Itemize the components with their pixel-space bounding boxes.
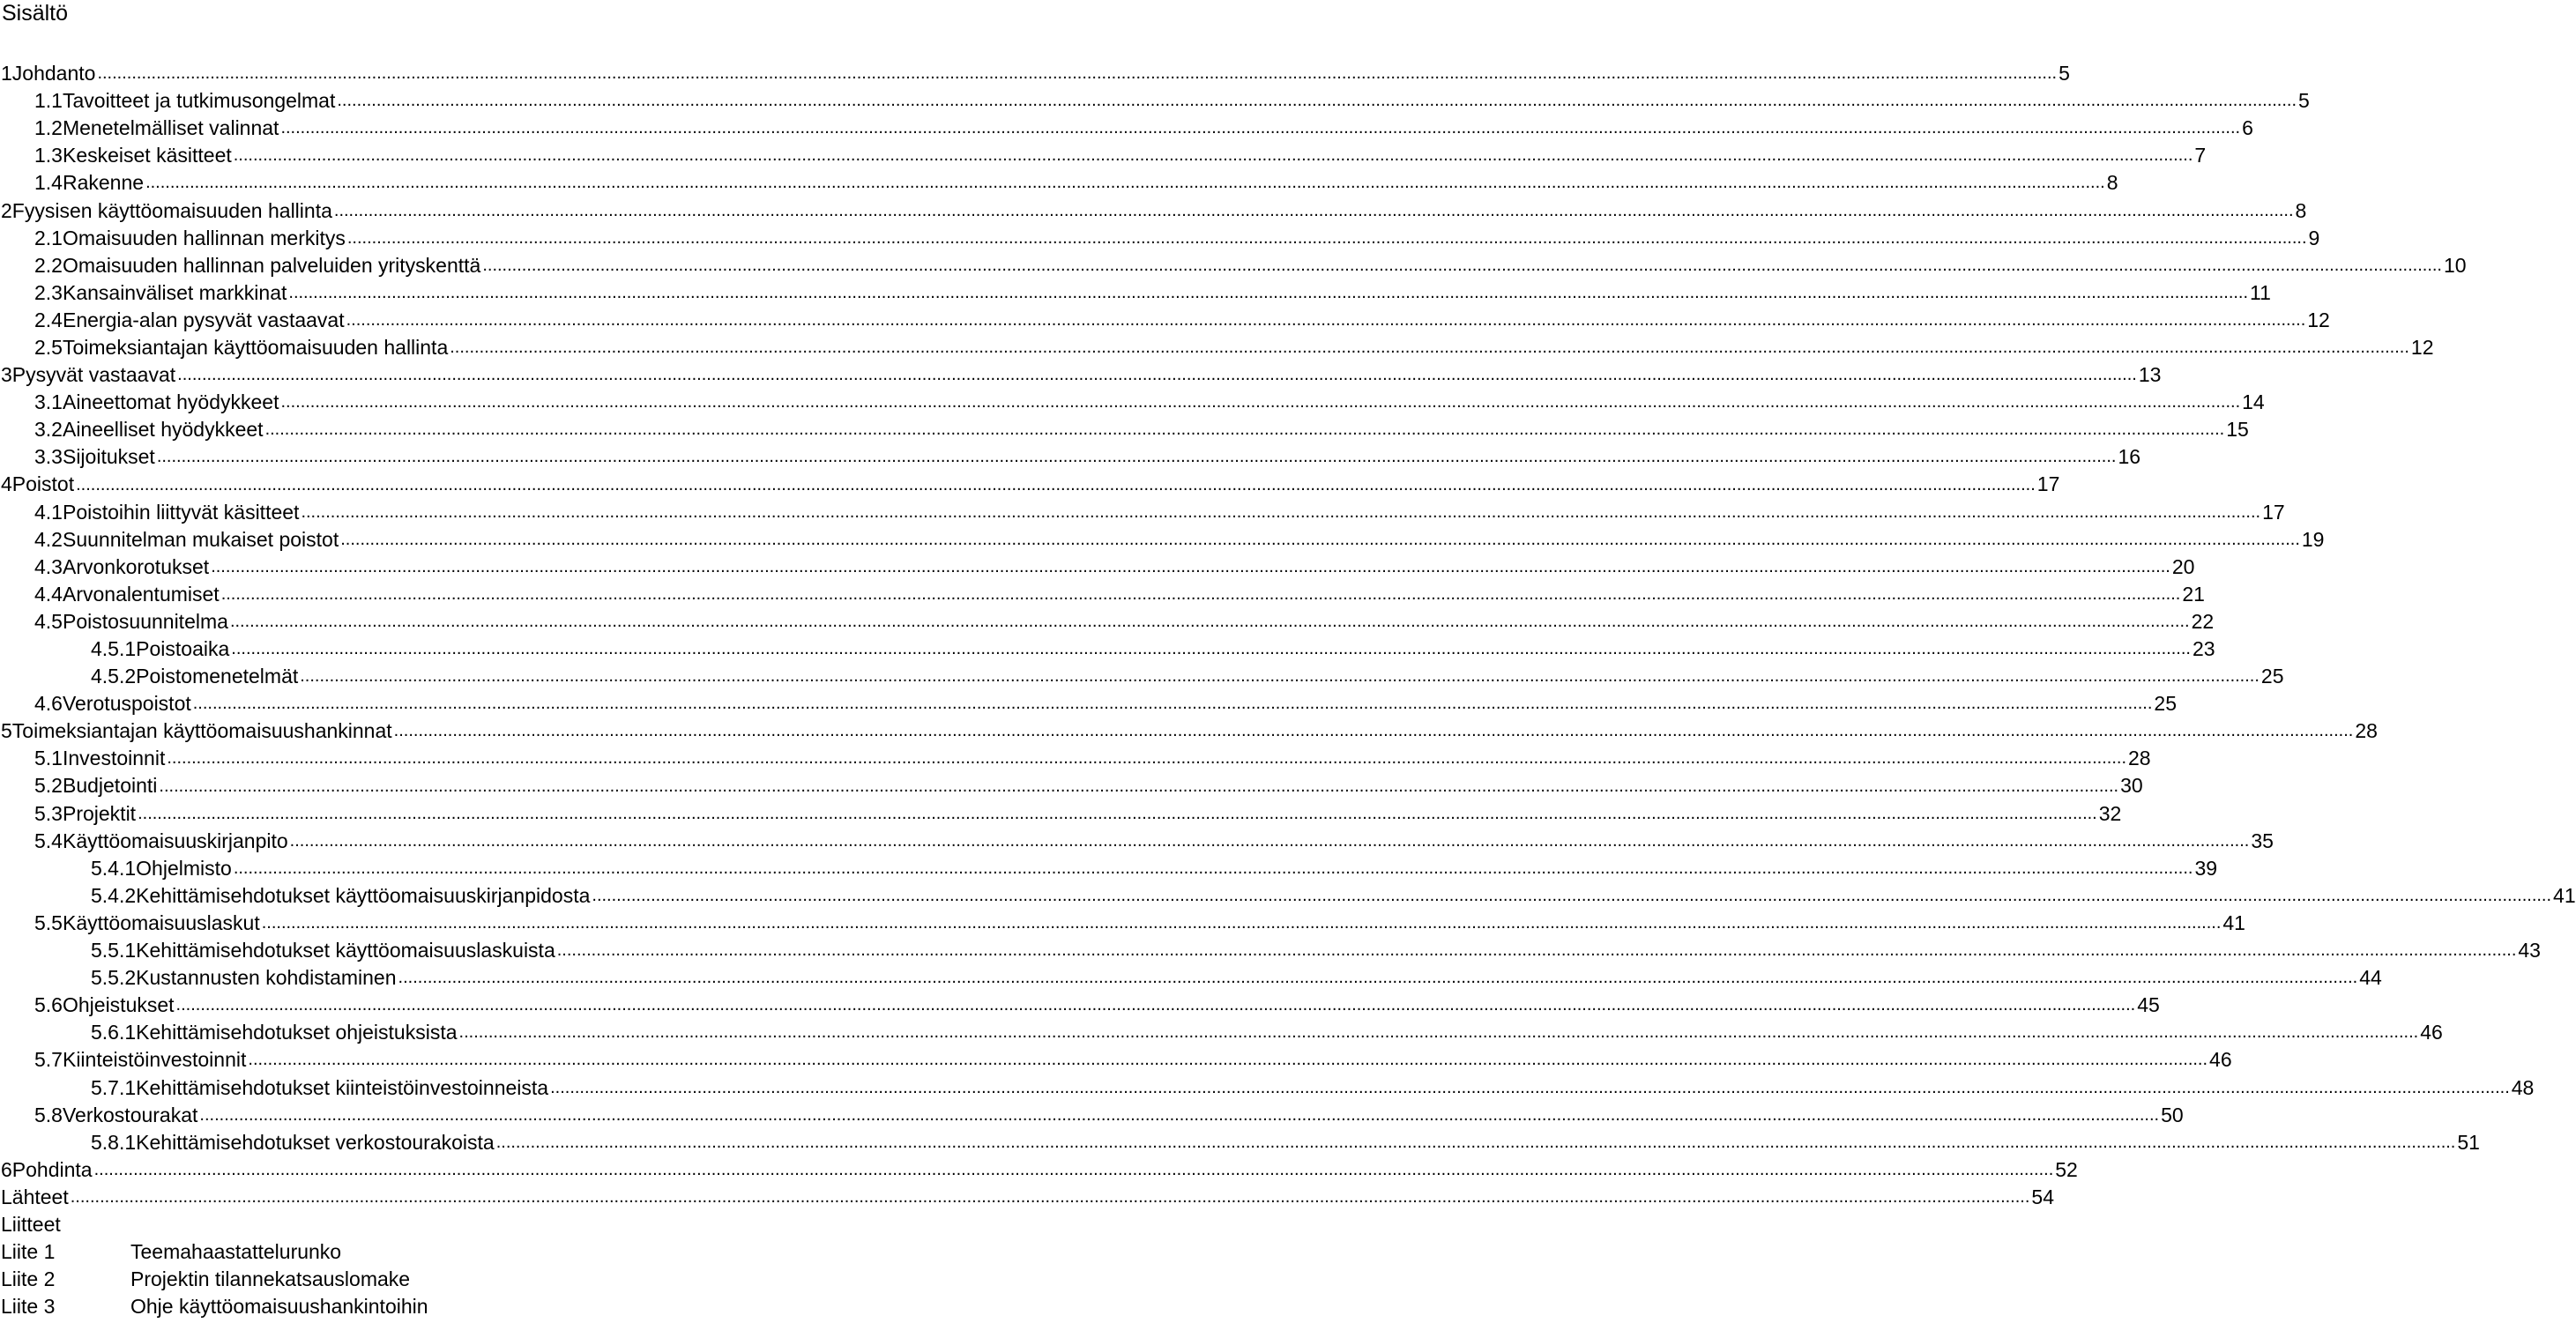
toc-entry-number: 2.5 [34, 335, 63, 359]
toc-entry-number: 1.4 [34, 171, 63, 195]
toc-entry-title[interactable]: Aineettomat hyödykkeet [62, 390, 279, 414]
toc-entry-page: 15 [2226, 418, 2249, 442]
appendix-item [0, 1293, 843, 1320]
toc-entry-page: 28 [2355, 719, 2378, 743]
toc-entry-number: 4.1 [34, 500, 63, 524]
toc-entry-title[interactable]: Kiinteistöinvestoinnit [62, 1048, 247, 1072]
toc-entry-page: 48 [2511, 1075, 2535, 1099]
toc-entry-title[interactable]: Kehittämisehdotukset kiinteistöinvestoinneista [136, 1075, 549, 1099]
toc-entry-page: 28 [2128, 747, 2151, 770]
toc-entry[interactable] [0, 1156, 2078, 1184]
toc-entry[interactable] [0, 225, 2320, 252]
toc-entry-title[interactable]: Fyysisen käyttöomaisuuden hallinta [11, 198, 332, 222]
toc-entry-page: 43 [2518, 939, 2541, 963]
toc-entry[interactable] [0, 416, 2249, 443]
toc-entry-number: 5.1 [34, 747, 63, 770]
dot-leader: ................................................................................................................................................................................................................................................................................................................................................................................................................ [97, 63, 2058, 84]
toc-entry-title[interactable]: Projektit [62, 801, 137, 825]
toc-entry-number: 4.3 [34, 554, 63, 578]
toc-entries [0, 60, 2576, 1211]
appendix-label: Liite 3 [1, 1295, 56, 1319]
toc-entry-title[interactable]: Omaisuuden hallinnan merkitys [62, 226, 346, 249]
toc-entry[interactable] [0, 882, 2576, 910]
toc-entry[interactable] [0, 169, 2118, 197]
dot-leader: ................................................................................................................................................................................................................................................................................................................................................................................................................ [167, 748, 2126, 769]
toc-entry[interactable] [0, 279, 2271, 307]
toc-entry-page: 21 [2182, 582, 2205, 606]
toc-entry-page: 44 [2359, 966, 2382, 990]
toc-entry-number: 5.5.1 [91, 939, 137, 963]
toc-entry-page: 17 [2036, 472, 2060, 496]
toc-entry-page: 19 [2301, 527, 2325, 551]
toc-entry-number: 4.5 [34, 609, 63, 633]
toc-entry[interactable] [0, 526, 2325, 554]
toc-entry-number: 4.5.2 [91, 665, 137, 688]
toc-entry[interactable] [0, 361, 2162, 389]
toc-entry-number: 3.2 [34, 418, 63, 442]
dot-leader: ................................................................................................................................................................................................................................................................................................................................................................................................................ [159, 776, 2119, 796]
toc-entry-title[interactable]: Poistosuunnitelma [62, 609, 228, 633]
toc-entry[interactable] [0, 690, 2177, 717]
dot-leader: ................................................................................................................................................................................................................................................................................................................................................................................................................ [346, 309, 2306, 330]
toc-entry-title[interactable]: Kustannusten kohdistaminen [136, 966, 397, 990]
toc-entry-page: 39 [2194, 856, 2218, 880]
toc-entry-page: 13 [2138, 363, 2162, 387]
toc-entry-title[interactable]: Pysyvät vastaavat [11, 363, 176, 387]
toc-entry[interactable] [0, 992, 2160, 1019]
toc-entry-number: 4.6 [34, 692, 63, 716]
toc-entry[interactable] [0, 1184, 2054, 1211]
toc-entry-number: 5.7.1 [91, 1075, 137, 1099]
toc-entry[interactable] [0, 115, 2253, 142]
toc-entry-page: 20 [2171, 554, 2195, 578]
toc-entry-number: 1.2 [34, 116, 63, 140]
appendices-heading-label: Liitteet [1, 1212, 61, 1236]
appendix-item [0, 1266, 843, 1293]
toc-entry[interactable] [0, 554, 2195, 581]
dot-leader: ................................................................................................................................................................................................................................................................................................................................................................................................................ [280, 392, 2241, 413]
toc-entry-number: 5.6.1 [91, 1021, 137, 1044]
dot-leader: ................................................................................................................................................................................................................................................................................................................................................................................................................ [138, 803, 2097, 823]
dot-leader: ................................................................................................................................................................................................................................................................................................................................................................................................................ [192, 694, 2153, 714]
toc-entry[interactable] [0, 745, 2151, 772]
toc-entry-page: 32 [2098, 801, 2122, 825]
toc-entry-page: 17 [2262, 500, 2285, 524]
toc-entry-title[interactable]: Poistoaika [136, 637, 230, 661]
toc-entry-page: 52 [2055, 1157, 2078, 1181]
dot-leader: ................................................................................................................................................................................................................................................................................................................................................................................................................ [175, 995, 2136, 1015]
toc-entry-number: 5.4.1 [91, 856, 137, 880]
dot-leader: ................................................................................................................................................................................................................................................................................................................................................................................................................ [156, 447, 2117, 467]
toc-entry-number: 5.8.1 [91, 1130, 137, 1154]
toc-entry[interactable] [0, 1046, 2232, 1074]
dot-leader: ................................................................................................................................................................................................................................................................................................................................................................................................................ [199, 1104, 2160, 1125]
toc-entry-number: 3.3 [34, 445, 63, 469]
toc-entry-number: 2.1 [34, 226, 63, 249]
toc-entry-page: 51 [2457, 1130, 2480, 1154]
toc-entry-number: 1 [1, 62, 12, 85]
toc-entry-page: 9 [2308, 226, 2320, 249]
dot-leader: ................................................................................................................................................................................................................................................................................................................................................................................................................ [93, 1159, 2054, 1179]
toc-entry-title[interactable]: Aineelliset hyödykkeet [62, 418, 264, 442]
toc-entry-page: 25 [2260, 665, 2284, 688]
toc-entry-number: 2.2 [34, 253, 63, 277]
toc-entry-title[interactable]: Budjetointi [62, 774, 158, 798]
dot-leader: ................................................................................................................................................................................................................................................................................................................................................................................................................ [393, 721, 2354, 741]
toc-entry-number: 3.1 [34, 390, 63, 414]
toc-entry-page: 14 [2242, 390, 2265, 414]
toc-entry-title[interactable]: Verkostourakat [62, 1103, 198, 1126]
appendix-list [0, 1238, 843, 1320]
toc-entry-title[interactable]: Menetelmälliset valinnat [62, 116, 279, 140]
toc-entry-number: 1.3 [34, 144, 63, 167]
appendices-heading [0, 1211, 843, 1238]
toc-entry-page: 8 [2106, 171, 2118, 195]
toc-entry-title[interactable]: Arvonalentumiset [62, 582, 220, 606]
appendix-title: Teemahaastattelurunko [130, 1240, 342, 1264]
dot-leader: ................................................................................................................................................................................................................................................................................................................................................................................................................ [398, 968, 2358, 988]
dot-leader: ................................................................................................................................................................................................................................................................................................................................................................................................................ [337, 91, 2297, 111]
toc-entry-page: 46 [2420, 1021, 2443, 1044]
toc-entry[interactable] [0, 499, 2285, 526]
dot-leader: ................................................................................................................................................................................................................................................................................................................................................................................................................ [233, 858, 2193, 878]
toc-entry-title[interactable]: Tavoitteet ja tutkimusongelmat [62, 89, 336, 113]
toc-entry[interactable] [0, 800, 2122, 828]
toc-entry-page: 7 [2194, 144, 2207, 167]
toc-entry-title[interactable]: Johdanto [11, 62, 96, 85]
toc-entry-page: 12 [2307, 308, 2330, 331]
toc-entry[interactable] [0, 307, 2330, 334]
toc-entry-title[interactable]: Sijoitukset [62, 445, 155, 469]
toc-entry-page: 23 [2192, 637, 2215, 661]
toc-entry[interactable] [0, 197, 2307, 224]
toc-entry-number: 5.3 [34, 801, 63, 825]
toc-entry-page: 12 [2410, 335, 2434, 359]
toc-entry-title[interactable]: Käyttöomaisuuskirjanpito [62, 829, 288, 852]
toc-entry-page: 50 [2161, 1103, 2184, 1126]
toc-entry-title[interactable]: Poistomenetelmät [136, 665, 299, 688]
toc-entry-number: 5 [1, 719, 12, 743]
toc-entry[interactable] [0, 1102, 2184, 1129]
dot-leader: ................................................................................................................................................................................................................................................................................................................................................................................................................ [300, 666, 2260, 687]
toc-entry-number: 5.4 [34, 829, 63, 852]
toc-entry-title[interactable]: Poistot [11, 472, 75, 496]
dot-leader: ................................................................................................................................................................................................................................................................................................................................................................................................................ [220, 583, 2181, 604]
appendix-title: Ohje käyttöomaisuushankintoihin [130, 1295, 428, 1319]
toc-entry-title[interactable]: Suunnitelman mukaiset poistot [62, 527, 339, 551]
toc-entry[interactable] [0, 142, 2207, 169]
toc-entry[interactable] [0, 334, 2434, 361]
toc-entry-page: 5 [2298, 89, 2310, 113]
dot-leader: ................................................................................................................................................................................................................................................................................................................................................................................................................ [261, 913, 2222, 933]
appendix-title: Projektin tilannekatsauslomake [130, 1267, 411, 1291]
dot-leader: ................................................................................................................................................................................................................................................................................................................................................................................................................ [211, 556, 2170, 576]
toc-entry-number: 2 [1, 198, 12, 222]
toc-entry[interactable] [0, 717, 2378, 745]
toc-entry[interactable] [0, 87, 2310, 115]
toc-entry-title[interactable]: Pohdinta [11, 1157, 93, 1181]
dot-leader: ................................................................................................................................................................................................................................................................................................................................................................................................................ [264, 420, 2225, 440]
toc-entry-title[interactable]: Rakenne [62, 171, 145, 195]
dot-leader: ................................................................................................................................................................................................................................................................................................................................................................................................................ [288, 282, 2249, 302]
dot-leader: ................................................................................................................................................................................................................................................................................................................................................................................................................ [289, 830, 2250, 851]
toc-entry-page: 6 [2242, 116, 2253, 140]
dot-leader: ................................................................................................................................................................................................................................................................................................................................................................................................................ [556, 940, 2517, 961]
dot-leader: ................................................................................................................................................................................................................................................................................................................................................................................................................ [233, 145, 2193, 166]
toc-entry-number: 4.4 [34, 582, 63, 606]
toc-entry-title[interactable]: Kansainväliset markkinat [62, 280, 287, 304]
toc-entry-page: 46 [2209, 1048, 2232, 1072]
toc-heading: Sisältö [2, 1, 69, 26]
toc-entry-number: 5.2 [34, 774, 63, 798]
toc-entry[interactable] [0, 1074, 2535, 1101]
dot-leader: ................................................................................................................................................................................................................................................................................................................................................................................................................ [280, 118, 2241, 138]
appendix-label: Liite 2 [1, 1267, 56, 1291]
toc-entry-title[interactable]: Ohjelmisto [136, 856, 232, 880]
dot-leader: ................................................................................................................................................................................................................................................................................................................................................................................................................ [76, 474, 2036, 494]
toc-entry-page: 30 [2120, 774, 2143, 798]
appendix-item [0, 1238, 843, 1266]
toc-entry-title[interactable]: Käyttöomaisuuslaskut [62, 910, 260, 934]
toc-entry-number: 5.8 [34, 1103, 63, 1126]
toc-entry-number: 5.5 [34, 910, 63, 934]
toc-entry[interactable] [0, 471, 2060, 498]
toc-entry-page: 10 [2443, 253, 2467, 277]
toc-entry-page: 35 [2251, 829, 2274, 852]
dot-leader: ................................................................................................................................................................................................................................................................................................................................................................................................................ [301, 502, 2261, 522]
toc-entry-number: 2.4 [34, 308, 63, 331]
toc-entry[interactable] [0, 389, 2265, 416]
toc-entry[interactable] [0, 964, 2382, 992]
toc-entry-number: 5.7 [34, 1048, 63, 1072]
toc-entry-title[interactable]: Energia-alan pysyvät vastaavat [62, 308, 345, 331]
toc-entry-page: 54 [2031, 1185, 2054, 1208]
toc-entry-page: 11 [2250, 280, 2271, 304]
toc-entry[interactable] [0, 60, 2070, 87]
dot-leader: ................................................................................................................................................................................................................................................................................................................................................................................................................ [450, 338, 2409, 358]
table-of-contents [0, 60, 2576, 1320]
toc-entry[interactable] [0, 937, 2541, 964]
dot-leader: ................................................................................................................................................................................................................................................................................................................................................................................................................ [177, 365, 2137, 385]
toc-entry-title[interactable]: Ohjeistukset [62, 993, 175, 1017]
toc-entry-number: 5.4.2 [91, 883, 137, 907]
toc-entry[interactable] [0, 635, 2215, 663]
toc-entry[interactable] [0, 1019, 2443, 1046]
toc-entry-title[interactable]: Kehittämisehdotukset käyttöomaisuuslaskuista [136, 939, 555, 963]
toc-entry-page: 41 [2222, 910, 2245, 934]
dot-leader: ................................................................................................................................................................................................................................................................................................................................................................................................................ [70, 1186, 2030, 1207]
dot-leader: ................................................................................................................................................................................................................................................................................................................................................................................................................ [231, 639, 2191, 659]
toc-entry[interactable] [0, 855, 2218, 882]
dot-leader: ................................................................................................................................................................................................................................................................................................................................................................................................................ [495, 1132, 2456, 1152]
toc-entry-number: 4.5.1 [91, 637, 137, 661]
toc-entry[interactable] [0, 443, 2141, 471]
toc-entry-page: 5 [2059, 62, 2070, 85]
toc-entry[interactable] [0, 581, 2205, 608]
toc-entry[interactable] [0, 1129, 2480, 1156]
toc-entry-title[interactable]: Lähteet [1, 1185, 69, 1208]
toc-entry-title[interactable]: Kehittämisehdotukset ohjeistuksista [136, 1021, 458, 1044]
toc-entry-title[interactable]: Kehittämisehdotukset verkostourakoista [136, 1130, 495, 1154]
dot-leader: ................................................................................................................................................................................................................................................................................................................................................................................................................ [482, 255, 2442, 275]
toc-entry-title[interactable]: Keskeiset käsitteet [62, 144, 232, 167]
toc-entry-title[interactable]: Verotuspoistot [62, 692, 191, 716]
toc-entry-page: 45 [2137, 993, 2160, 1017]
dot-leader: ................................................................................................................................................................................................................................................................................................................................................................................................................ [333, 200, 2294, 220]
toc-entry[interactable] [0, 828, 2274, 855]
toc-entry-number: 4 [1, 472, 12, 496]
dot-leader: ................................................................................................................................................................................................................................................................................................................................................................................................................ [346, 227, 2307, 248]
dot-leader: ................................................................................................................................................................................................................................................................................................................................................................................................................ [229, 611, 2190, 631]
toc-entry[interactable] [0, 910, 2245, 937]
toc-entry-number: 6 [1, 1157, 12, 1181]
toc-entry-page: 41 [2553, 883, 2576, 907]
toc-entry-number: 2.3 [34, 280, 63, 304]
toc-entry-title[interactable]: Investoinnit [62, 747, 166, 770]
dot-leader: ................................................................................................................................................................................................................................................................................................................................................................................................................ [458, 1022, 2419, 1043]
dot-leader: ................................................................................................................................................................................................................................................................................................................................................................................................................ [550, 1077, 2510, 1097]
toc-entry-page: 22 [2191, 609, 2215, 633]
toc-entry[interactable] [0, 663, 2284, 690]
toc-entry-number: 5.5.2 [91, 966, 137, 990]
dot-leader: ................................................................................................................................................................................................................................................................................................................................................................................................................ [340, 529, 2300, 549]
dot-leader: ................................................................................................................................................................................................................................................................................................................................................................................................................ [248, 1050, 2208, 1070]
toc-entry-title[interactable]: Kehittämisehdotukset käyttöomaisuuskirjanpidosta [136, 883, 591, 907]
appendix-label: Liite 1 [1, 1240, 56, 1264]
toc-entry-page: 25 [2154, 692, 2177, 716]
toc-entry[interactable] [0, 252, 2467, 279]
toc-entry-title[interactable]: Omaisuuden hallinnan palveluiden yrityskenttä [62, 253, 481, 277]
dot-leader: ................................................................................................................................................................................................................................................................................................................................................................................................................ [145, 173, 2105, 193]
toc-entry-title[interactable]: Toimeksiantajan käyttöomaisuushankinnat [11, 719, 392, 743]
toc-entry[interactable] [0, 608, 2215, 635]
toc-entry-number: 4.2 [34, 527, 63, 551]
toc-entry-title[interactable]: Toimeksiantajan käyttöomaisuuden hallinta [62, 335, 449, 359]
toc-entry-number: 3 [1, 363, 12, 387]
dot-leader: ................................................................................................................................................................................................................................................................................................................................................................................................................ [592, 885, 2552, 905]
toc-entry-number: 1.1 [34, 89, 63, 113]
toc-entry-number: 5.6 [34, 993, 63, 1017]
toc-entry-page: 8 [2295, 198, 2307, 222]
toc-entry-page: 16 [2118, 445, 2141, 469]
toc-entry[interactable] [0, 772, 2143, 799]
toc-entry-title[interactable]: Poistoihin liittyvät käsitteet [62, 500, 300, 524]
toc-entry-title[interactable]: Arvonkorotukset [62, 554, 210, 578]
